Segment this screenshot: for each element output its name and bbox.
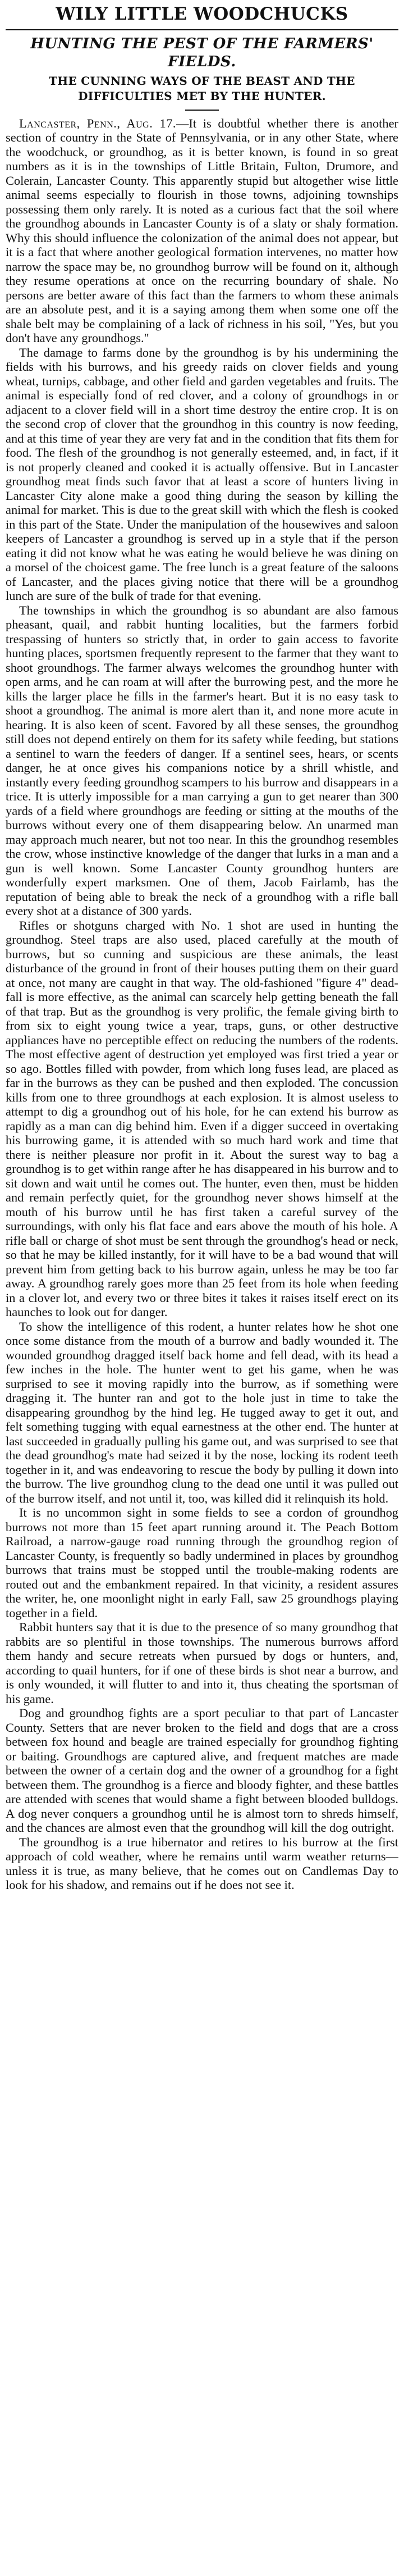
article-body bbox=[6, 116, 398, 1892]
body-paragraph-4: Rifles or shotguns charged with No. 1 shot are used in hunting the groundhog. Steel traps are also used, placed carefully at the mouth of burrows, but so cunning and suspicious are these animals, the least disturbance of the ground in front of their houses putting them on their guard at once, not many are caught in that way. The old-fashioned "figure 4" dead-fall is more effective, as the animal can scarcely help getting beneath the fall of that trap. But as the groundhog is very prolific, the female giving birth to from six to eight young twice a year, traps, guns, or other destructive appliances have no perceptible effect on reducing the numbers of the rodents. The most effective agent of destruction yet employed was first tried a year or so ago. Bottles filled with powder, from which long fuses lead, are placed as far in the burrows as they can be pushed and then exploded. The concussion kills from one to three groundhogs at each explosion. It is almost useless to attempt to dig a groundhog out of his hole, for he can extend his burrow as rapidly as a man can dig behind him. Even if a digger succeed in overtaking his burrowing game, it is attended with so much hard work and time that there is neither pleasure nor profit in it. About the surest way to bag a groundhog is to get within range after he has disappeared in his burrow and to sit down and wait until he comes out. The hunter, even then, must be hidden and remain perfectly quiet, for the groundhog never shows himself at the mouth of his burrow until he has first taken a careful survey of the surroundings, with only his flat face and ears above the mouth of his hole. A rifle ball or charge of shot must be sent through the groundhog's head or neck, so that he may be killed instantly, for it will have to be a bad wound that will prevent him from getting back to his burrow again, unless he may be too far away. A groundhog rarely goes more than 25 feet from its hole when feeding in a clover lot, and every two or three bites it takes it raises itself erect on its haunches to look out for danger. bbox=[6, 918, 398, 1319]
body-paragraph-5: To show the intelligence of this rodent, a hunter relates how he shot one once some distance from the mouth of a burrow and badly wounded it. The wounded groundhog dragged itself back home and fell dead, with its head a few inches in the hole. The hunter went to get his game, when he was surprised to see it moving rapidly into the burrow, as if something were dragging it. The hunter ran and got to the hole just in time to take the disappearing groundhog by the hind leg. He tugged away to get it out, and felt something tugging with equal earnestness at the other end. The hunter at last succeeded in gradually pulling his game out, and was surprised to see that the dead groundhog's mate had seized it by the nose, locking its rodent teeth together in it, and was endeavoring to rescue the body by pulling it down into the burrow. The live groundhog clung to the dead one until it was pulled out of the burrow itself, and not until it, too, was killed did it relinquish its hold. bbox=[6, 1319, 398, 1505]
headline: WILY LITTLE WOODCHUCKS bbox=[56, 4, 348, 24]
article-column bbox=[6, 2, 398, 2572]
deck-secondary: THE CUNNING WAYS OF THE BEAST AND THE DIFFICULTIES MET BY THE HUNTER. bbox=[49, 74, 355, 103]
headline-rule bbox=[6, 29, 398, 30]
deck-primary: HUNTING THE PEST OF THE FARMERS' FIELDS. bbox=[30, 35, 374, 71]
paragraph-text: —It is doubtful whether there is another section of country in the State of Pennsylvania, or in any other State, where the woodchuck, or groundhog, as it is better known, is found in so great numbers as it is in the townships of Little Britain, Fulton, Drumore, and Colerain, Lancaster County. This apparently stupid but altogether wise little animal seems especially to flourish in those towns, adjoining townships possessing them only rarely. It is noted as a curious fact that the soil where the groundhog abounds in Lancaster County is of a slaty or shaly formation. Why this should influence the colonization of the animal does not appear, but it is a fact that where another geological formation intervenes, no matter how narrow the space may be, no groundhog burrow will be found on it, although they resume operations at once on the recurring boundary of shale. No persons are better aware of this fact than the farmers to whom these animals are an absolute pest, and it is a saying among them when some one off the shale belt may be complaining of a lack of richness in his soil, "Yes, but you don't have any groundhogs." bbox=[6, 116, 398, 345]
body-paragraph-6: It is no uncommon sight in some fields to see a cordon of groundhog burrows not more than 15 feet apart running around it. The Peach Bottom Railroad, a narrow-gauge road running through the groundhog region of Lancaster County, is frequently so badly undermined in places by groundhog burrows that trains must be stopped until the trouble-making rodents are routed out and the embankment repaired. In that vicinity, a resident assures the writer, he, one moonlight night in early Fall, saw 25 groundhogs playing together in a field. bbox=[6, 1505, 398, 1620]
body-paragraph-8: Dog and groundhog fights are a sport peculiar to that part of Lancaster County. Setters that are never broken to the field and dogs that are a cross between fox hound and beagle are trained especially for groundhog fighting or baiting. Groundhogs are captured alive, and frequent matches are made between the owner of a certain dog and the owner of a groundhog for a fight between them. The groundhog is a fierce and bloody fighter, and these battles are attended with scenes that would shame a fight between blooded bulldogs. A dog never conquers a groundhog until he is almost torn to shreds himself, and the chances are almost even that the groundhog will kill the dog outright. bbox=[6, 1706, 398, 1835]
body-paragraph-3: The townships in which the groundhog is so abundant are also famous pheasant, quail, and rabbit hunting localities, but the farmers forbid trespassing of hunters so strictly that, in order to gain access to favorite hunting places, sportsmen frequently represent to the farmer that they want to shoot groundhogs. The farmer always welcomes the groundhog hunter with open arms, and he can roam at will after the burrowing pest, and the more he kills the larger place he fills in the farmer's heart. But it is no easy task to shoot a groundhog. The animal is more alert than it, and none more acute in hearing. It is also keen of scent. Favored by all these senses, the groundhog still does not depend entirely on them for its safety while feeding, but stations a sentinel to warn the feeders of danger. If a sentinel sees, hears, or scents danger, he at once gives his companions notice by a shrill whistle, and instantly every feeding groundhog scampers to his burrow and disappears in a trice. It is utterly impossible for a man carrying a gun to get nearer than 300 yards of a field where groundhogs are feeding or sitting at the mouths of the burrows without every one of them disappearing below. An unarmed man may approach much nearer, but not too near. In this the groundhog resembles the crow, whose instinctive knowledge of the danger that lurks in a man and a gun is well known. Some Lancaster County groundhog hunters are wonderfully expert marksmen. One of them, Jacob Fairlamb, has the reputation of being able to break the neck of a groundhog with a rifle ball every shot at a distance of 300 yards. bbox=[6, 603, 398, 918]
dateline: Lancaster, Penn., Aug. 17. bbox=[19, 116, 176, 130]
body-paragraph-1 bbox=[6, 116, 398, 345]
body-paragraph-7: Rabbit hunters say that it is due to the presence of so many groundhog that rabbits are so plentiful in those townships. The numerous burrows afford them handy and secure retreats when pursued by dogs or hunters, and, according to quail hunters, for if one of these birds is shot near a burrow, and is only wounded, it will flutter to and into it, thus cheating the sportsman of his game. bbox=[6, 1620, 398, 1706]
deck-divider bbox=[185, 110, 219, 111]
body-paragraph-9: The groundhog is a true hibernator and retires to his burrow at the first approach of cold weather, where he remains until warm weather returns—unless it is true, as many believe, that he comes out on Candlemas Day to look for his shadow, and remains out if he does not see it. bbox=[6, 1835, 398, 1892]
body-paragraph-2: The damage to farms done by the groundhog is by his undermining the fields with his burrows, and his greedy raids on clover fields and young wheat, turnips, cabbage, and other field and garden vegetables and fruits. The animal is especially fond of red clover, and a colony of groundhogs in or adjacent to a clover field will in a short time destroy the entire crop. It is on the second crop of clover that the groundhog in this country is now feeding, and at this time of year they are very fat and in the condition that fits them for food. The flesh of the groundhog is not generally esteemed, and, in fact, if it is not properly cleaned and cooked it is actually offensive. But in Lancaster groundhog meat finds such favor that at least a score of hunters living in Lancaster City alone make a good thing during the season by killing the animal for market. This is due to the great skill with which the flesh is cooked in this part of the State. Under the manipulation of the housewives and saloon keepers of Lancaster a groundhog is served up in a style that if the person eating it did not know what he was eating he would believe he was dining on a morsel of the choicest game. The free lunch is a great feature of the saloons of Lancaster, and the places giving notice that there will be a groundhog lunch are sure of the bulk of trade for that evening. bbox=[6, 345, 398, 603]
